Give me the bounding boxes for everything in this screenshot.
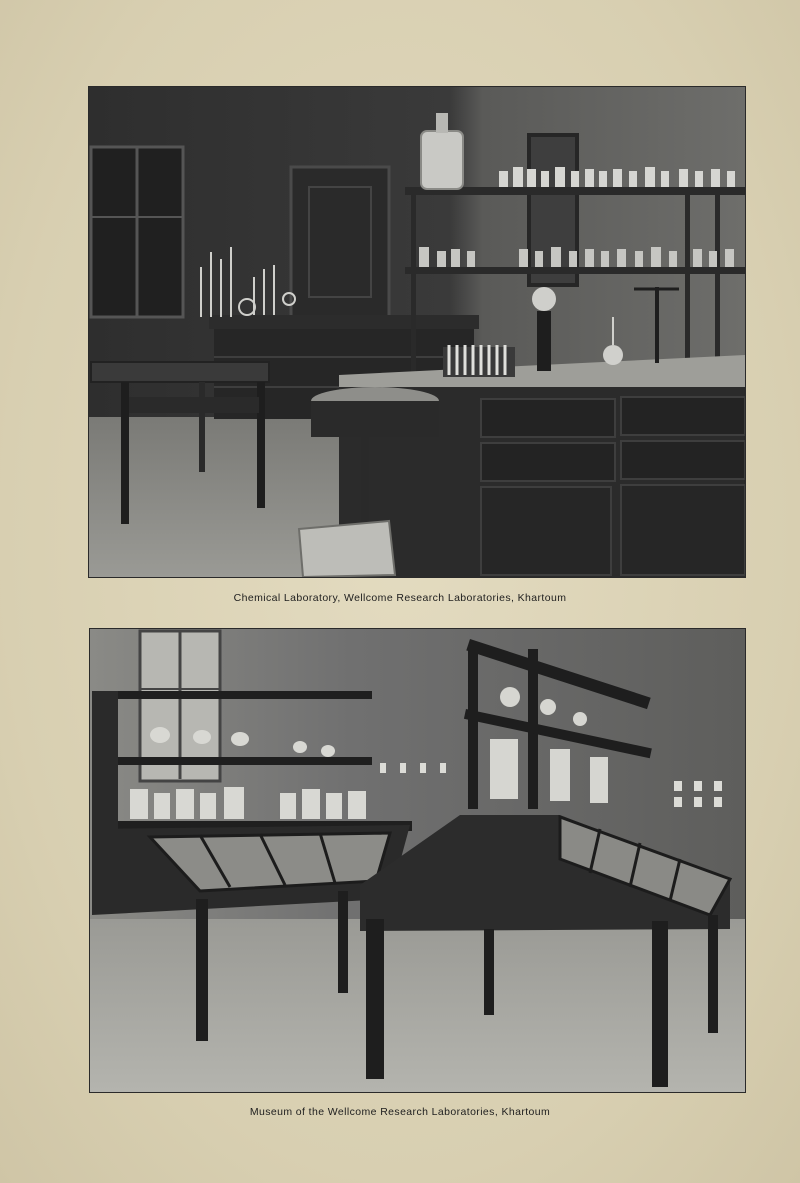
caption-chemical-laboratory: Chemical Laboratory, Wellcome Research Laboratories, Khartoum bbox=[233, 592, 567, 604]
photo-museum bbox=[89, 628, 746, 1093]
museum-photograph bbox=[90, 629, 745, 1092]
window-left bbox=[91, 147, 183, 317]
test-tube-rack bbox=[443, 345, 515, 377]
caption-museum: Museum of the Wellcome Research Laboratories, Khartoum bbox=[249, 1106, 551, 1118]
laboratory-photograph bbox=[89, 87, 745, 577]
museum-floor bbox=[90, 919, 745, 1092]
waste-box bbox=[299, 521, 395, 577]
doorway bbox=[291, 167, 389, 317]
photo-chemical-laboratory bbox=[88, 86, 746, 578]
